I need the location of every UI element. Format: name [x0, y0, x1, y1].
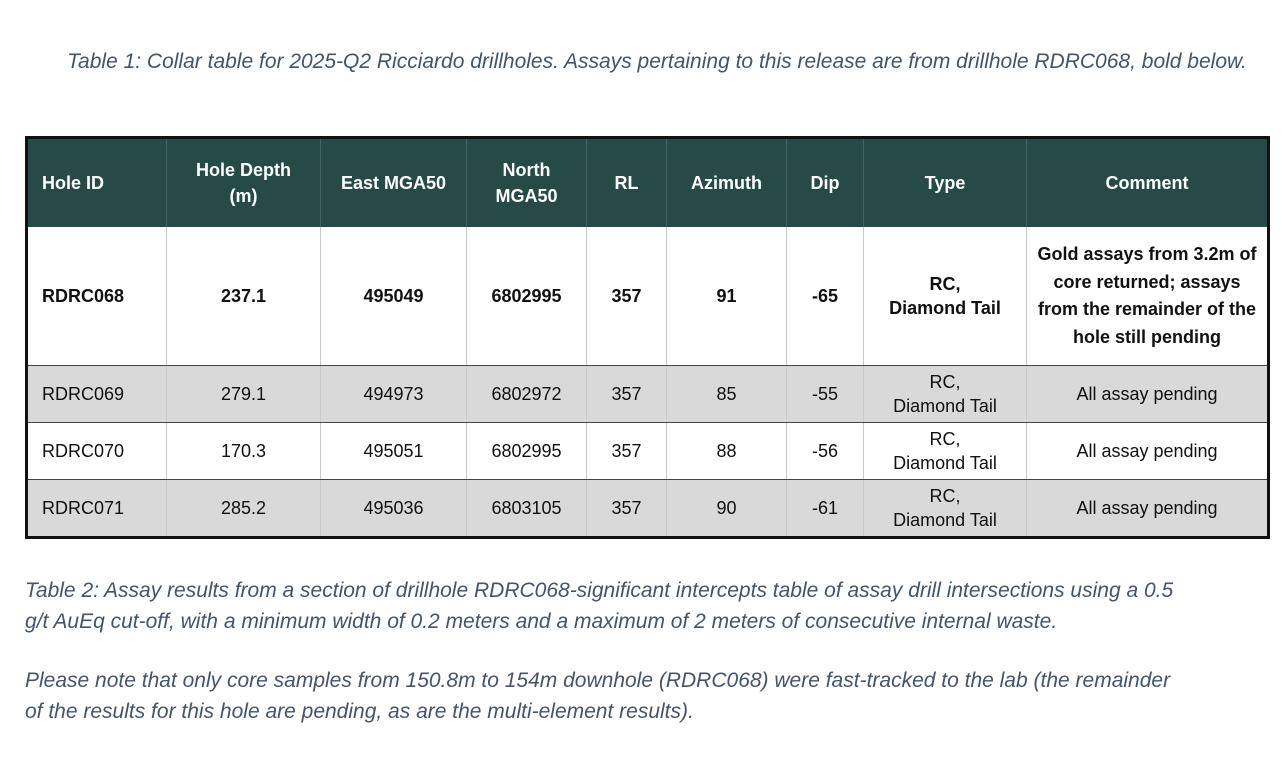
cell-type-line2: Diamond Tail	[893, 453, 997, 473]
header-type: Type	[864, 138, 1027, 228]
cell-azimuth: 85	[667, 366, 787, 423]
header-hole-depth-line1: Hole Depth	[195, 160, 291, 180]
cell-rl: 357	[587, 227, 667, 366]
lab-note	[25, 665, 1284, 727]
table2-caption	[25, 575, 1284, 637]
table2-caption-line2: g/t AuEq cut-off, with a minimum width of 0.2 meters and a maximum of 2 meters of consecutive internal waste.	[25, 610, 1058, 633]
cell-type	[864, 227, 1027, 366]
header-north	[467, 138, 587, 228]
cell-rl: 357	[587, 366, 667, 423]
table-row-rdrc069	[27, 366, 1269, 423]
cell-dip: -56	[787, 423, 864, 480]
cell-comment: All assay pending	[1027, 366, 1269, 423]
cell-comment: All assay pending	[1027, 480, 1269, 538]
cell-comment: Gold assays from 3.2m of core returned; assays from the remainder of the hole still pending	[1027, 227, 1269, 366]
cell-east: 495051	[321, 423, 467, 480]
header-north-line1: North	[502, 160, 551, 180]
header-rl: RL	[587, 138, 667, 228]
cell-type-line1: RC,	[929, 274, 961, 294]
table2-caption-line1: Table 2: Assay results from a section of drillhole RDRC068-significant intercepts table of assay drill intersections using a 0.5	[25, 579, 1174, 602]
cell-north: 6803105	[467, 480, 587, 538]
cell-depth: 279.1	[167, 366, 321, 423]
cell-azimuth: 90	[667, 480, 787, 538]
cell-hole-id: RDRC069	[27, 366, 167, 423]
cell-east: 495036	[321, 480, 467, 538]
cell-depth: 237.1	[167, 227, 321, 366]
cell-north: 6802995	[467, 423, 587, 480]
cell-depth: 170.3	[167, 423, 321, 480]
cell-type	[864, 423, 1027, 480]
table-row-rdrc070	[27, 423, 1269, 480]
cell-north: 6802972	[467, 366, 587, 423]
header-row	[27, 138, 1269, 228]
cell-type	[864, 480, 1027, 538]
cell-type-line2: Diamond Tail	[889, 298, 1001, 318]
cell-type-line2: Diamond Tail	[893, 396, 997, 416]
cell-type	[864, 366, 1027, 423]
cell-comment: All assay pending	[1027, 423, 1269, 480]
lab-note-line2: of the results for this hole are pending, as are the multi-element results).	[25, 700, 694, 723]
cell-azimuth: 91	[667, 227, 787, 366]
header-hole-depth	[167, 138, 321, 228]
cell-dip: -65	[787, 227, 864, 366]
header-hole-id: Hole ID	[27, 138, 167, 228]
cell-depth: 285.2	[167, 480, 321, 538]
cell-dip: -61	[787, 480, 864, 538]
cell-type-line2: Diamond Tail	[893, 510, 997, 530]
cell-type-line1: RC,	[929, 429, 961, 449]
cell-hole-id: RDRC070	[27, 423, 167, 480]
collar-table	[25, 136, 1270, 539]
table-row-rdrc068	[27, 227, 1269, 366]
cell-east: 495049	[321, 227, 467, 366]
cell-north: 6802995	[467, 227, 587, 366]
header-comment: Comment	[1027, 138, 1269, 228]
lab-note-line1: Please note that only core samples from 150.8m to 154m downhole (RDRC068) were fast-tracked to the lab (the remainder	[25, 669, 1171, 692]
header-azimuth: Azimuth	[667, 138, 787, 228]
cell-hole-id: RDRC068	[27, 227, 167, 366]
cell-azimuth: 88	[667, 423, 787, 480]
table1-caption: Table 1: Collar table for 2025-Q2 Ricciardo drillholes. Assays pertaining to this release are from drillhole RDRC068, bold below.	[67, 50, 1247, 73]
cell-hole-id: RDRC071	[27, 480, 167, 538]
cell-type-line1: RC,	[929, 486, 961, 506]
cell-dip: -55	[787, 366, 864, 423]
cell-rl: 357	[587, 423, 667, 480]
table-row-rdrc071	[27, 480, 1269, 538]
header-hole-depth-line2: (m)	[229, 186, 258, 206]
header-east: East MGA50	[321, 138, 467, 228]
header-dip: Dip	[787, 138, 864, 228]
cell-type-line1: RC,	[929, 372, 961, 392]
cell-east: 494973	[321, 366, 467, 423]
cell-rl: 357	[587, 480, 667, 538]
header-north-line2: MGA50	[495, 186, 558, 206]
